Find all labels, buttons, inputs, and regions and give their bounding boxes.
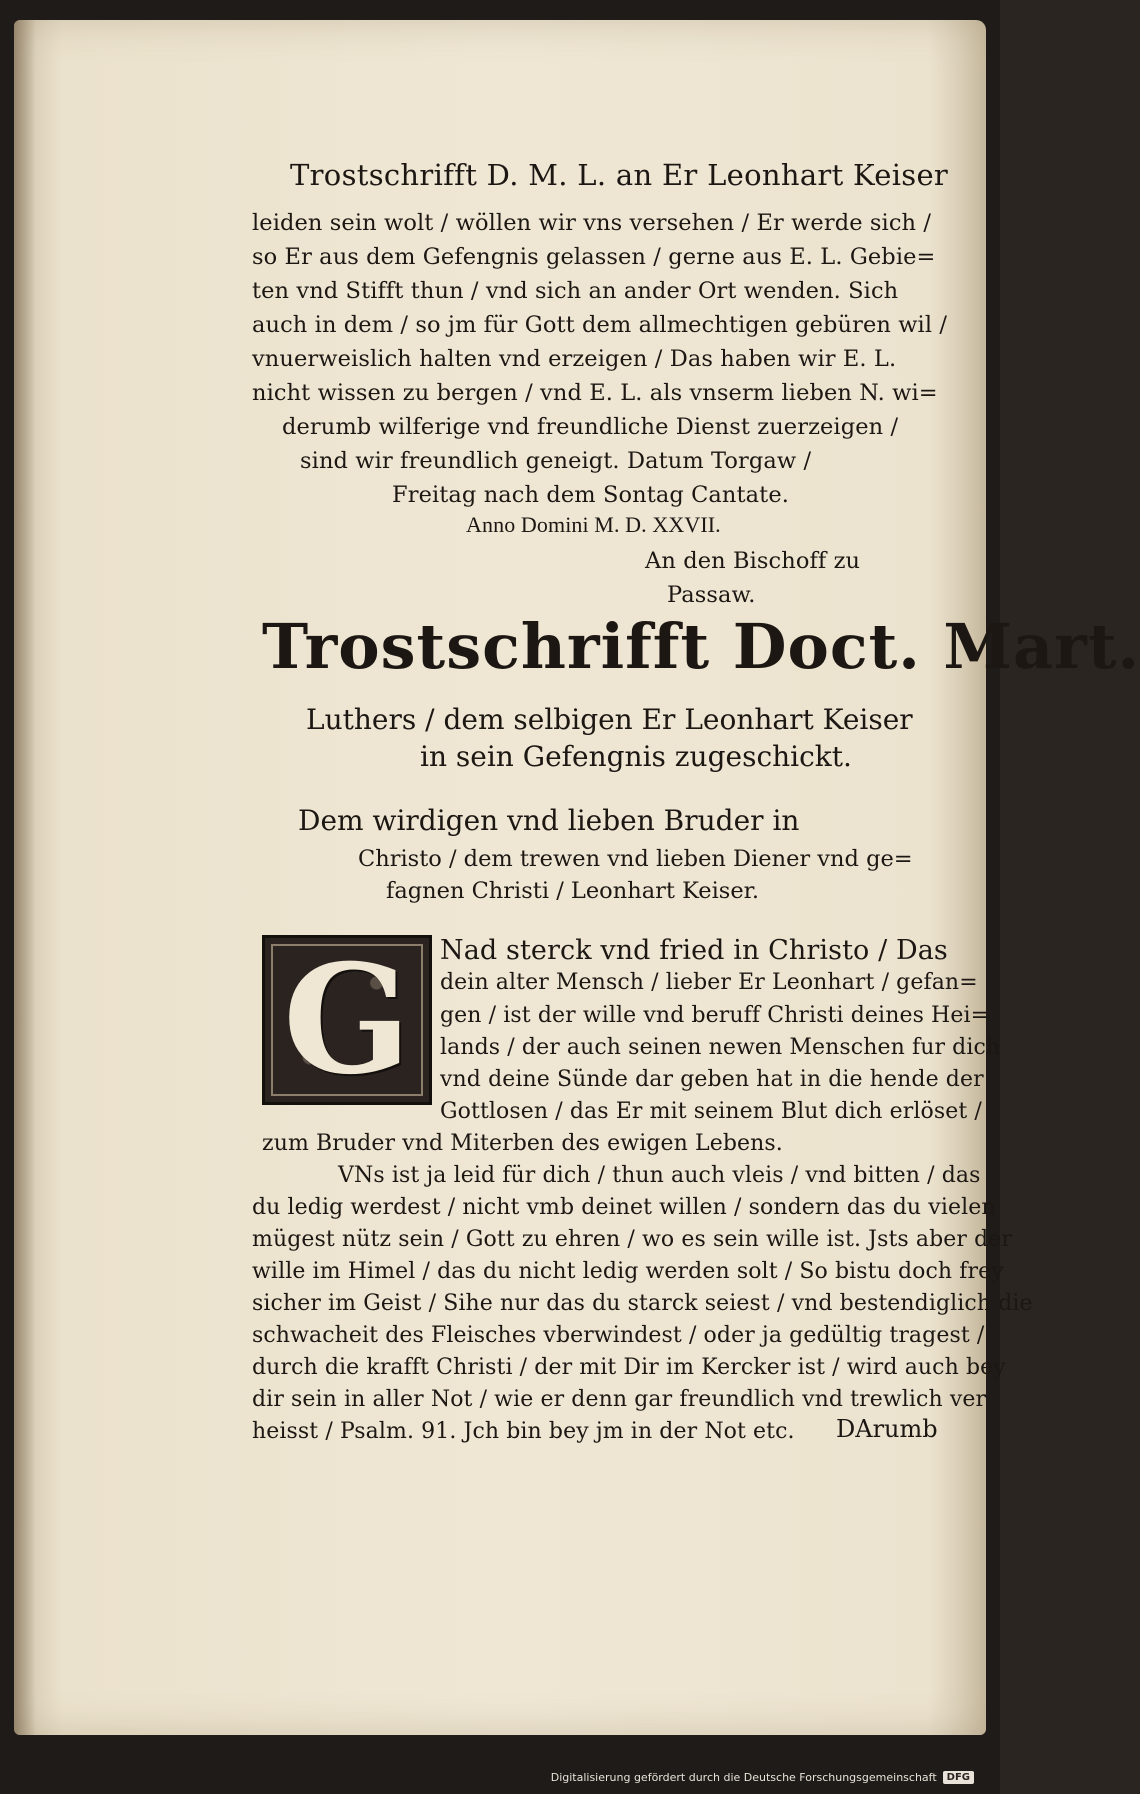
body-line: du ledig werdest / nicht vmb deinet willen / sondern das du vielen: [252, 1195, 996, 1220]
letter-line: vnuerweislich halten vnd erzeigen / Das haben wir E. L.: [252, 346, 897, 372]
dfg-logo: DFG: [943, 1771, 974, 1784]
date-line: Anno Domini M. D. XXVII.: [466, 512, 721, 537]
letter-line: leiden sein wolt / wöllen wir vns versehen / Er werde sich /: [252, 210, 932, 236]
running-head: Trostschrifft D. M. L. an Er Leonhart Keiser: [290, 158, 949, 192]
body-line: sicher im Geist / Sihe nur das du starck seiest / vnd bestendiglich die: [252, 1291, 1033, 1316]
letter-line: so Er aus dem Gefengnis gelassen / gerne aus E. L. Gebie=: [252, 244, 936, 270]
initial-line: Nad sterck vnd fried in Christo / Das: [440, 935, 948, 966]
body-line: VNs ist ja leid für dich / thun auch vleis / vnd bitten / das: [338, 1163, 981, 1188]
body-line: dir sein in aller Not / wie er denn gar freundlich vnd trewlich ver: [252, 1387, 987, 1412]
initial-line: Gottlosen / das Er mit seinem Blut dich erlöset /: [440, 1099, 982, 1124]
body-line: mügest nütz sein / Gott zu ehren / wo es sein wille ist. Jsts aber der: [252, 1227, 1013, 1252]
body-line: durch die krafft Christi / der mit Dir im Kercker ist / wird auch bey: [252, 1355, 1006, 1380]
footer-text: Digitalisierung gefördert durch die Deutsche Forschungsgemeinschaft: [550, 1771, 937, 1784]
body-line: heisst / Psalm. 91. Jch bin bey jm in der Not etc.: [252, 1419, 795, 1444]
letter-line: auch in dem / so jm für Gott dem allmechtigen gebüren wil /: [252, 312, 948, 338]
letter-line: sind wir freundlich geneigt. Datum Torgaw /: [300, 448, 812, 474]
body-line: zum Bruder vnd Miterben des ewigen Lebens.: [262, 1131, 783, 1156]
initial-line: dein alter Mensch / lieber Er Leonhart / gefan=: [440, 970, 978, 995]
letter-line: nicht wissen zu bergen / vnd E. L. als vnserm lieben N. wi=: [252, 380, 938, 406]
binding-shadow: [14, 20, 36, 1735]
initial-line: gen / ist der wille vnd beruff Christi deines Hei=: [440, 1003, 990, 1028]
subtitle-line: in sein Gefengnis zugeschickt.: [420, 740, 852, 773]
body-line: wille im Himel / das du nicht ledig werden solt / So bistu doch frey: [252, 1259, 1004, 1284]
letter-line: ten vnd Stifft thun / vnd sich an ander Ort wenden. Sich: [252, 278, 899, 304]
initial-line: vnd deine Sünde dar geben hat in die hende der: [440, 1067, 984, 1092]
initial-line: lands / der auch seinen newen Menschen fur dich: [440, 1035, 1001, 1060]
address-line: Dem wirdigen vnd lieben Bruder in: [298, 804, 800, 837]
subtitle-line: Luthers / dem selbigen Er Leonhart Keiser: [306, 703, 913, 736]
addressee-line: An den Bischoff zu: [645, 548, 861, 574]
letter-line: derumb wilferige vnd freundliche Dienst zuerzeigen /: [282, 414, 899, 440]
decorated-initial: [262, 932, 432, 1108]
initial-letter: G: [282, 932, 412, 1108]
addressee-line: Passaw.: [667, 582, 756, 608]
address-line: fagnen Christi / Leonhart Keiser.: [386, 878, 760, 904]
body-line: schwacheit des Fleisches vberwindest / oder ja gedültig tragest /: [252, 1323, 985, 1348]
address-line: Christo / dem trewen vnd lieben Diener vnd ge=: [358, 846, 913, 872]
footer: [551, 1771, 974, 1784]
catchword: DArumb: [836, 1415, 938, 1443]
letter-line: Freitag nach dem Sontag Cantate.: [392, 482, 789, 508]
page-title: Trostschrifft Doct. Mart.: [262, 610, 1140, 683]
